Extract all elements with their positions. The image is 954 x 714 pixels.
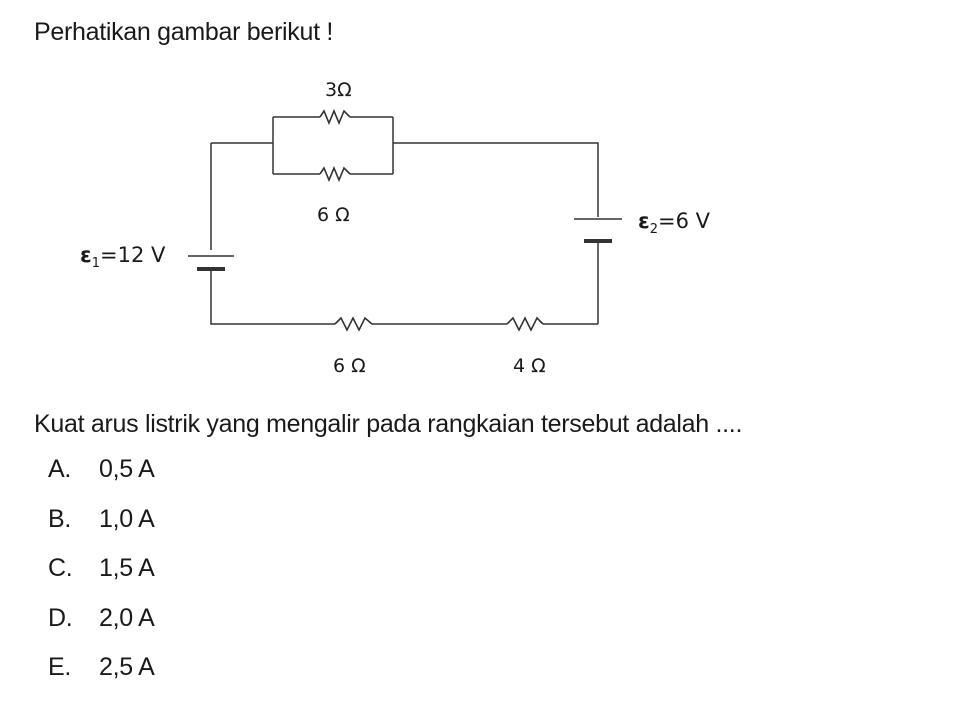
option-text: 0,5 A <box>99 455 155 483</box>
wire-bottom <box>211 270 335 324</box>
emf2-symbol: ε <box>638 209 650 233</box>
option-c[interactable] <box>48 554 155 604</box>
option-letter: E. <box>48 653 72 681</box>
option-e[interactable] <box>48 653 155 703</box>
label-3ohm: 3Ω <box>325 79 352 101</box>
option-text: 1,0 A <box>99 504 155 533</box>
label-emf1 <box>80 243 166 271</box>
emf2-subscript: 2 <box>649 222 658 237</box>
instruction-text: Perhatikan gambar berikut ! <box>34 18 334 46</box>
option-text: 1,5 A <box>99 554 155 582</box>
emf2-value: =6 V <box>657 209 710 233</box>
label-6ohm-parallel: 6 Ω <box>317 204 350 226</box>
battery-emf1 <box>188 256 234 269</box>
emf1-value: =12 V <box>99 243 166 267</box>
resistor-4ohm-bottom <box>507 318 543 330</box>
answer-options <box>48 455 155 703</box>
question-text: Kuat arus listrik yang mengalir pada rangkaian tersebut adalah .... <box>34 410 743 438</box>
battery-emf2 <box>574 219 622 241</box>
label-emf2 <box>638 209 711 237</box>
resistor-6ohm-bottom <box>335 318 372 330</box>
option-letter: B. <box>48 504 72 533</box>
wire-top-right <box>393 143 598 217</box>
emf1-subscript: 1 <box>91 256 100 271</box>
option-text: 2,0 A <box>99 603 155 632</box>
resistor-3ohm <box>320 111 350 123</box>
option-letter: D. <box>48 603 73 632</box>
option-letter: C. <box>48 554 73 582</box>
option-d[interactable] <box>48 604 155 654</box>
label-6ohm-bottom: 6 Ω <box>333 355 366 377</box>
option-b[interactable] <box>48 505 155 555</box>
option-text: 2,5 A <box>99 653 155 681</box>
option-letter: A. <box>48 455 72 483</box>
emf1-symbol: ε <box>80 243 92 267</box>
option-a[interactable] <box>48 455 155 505</box>
label-4ohm-bottom: 4 Ω <box>513 355 546 377</box>
resistor-6ohm-parallel <box>320 168 350 180</box>
